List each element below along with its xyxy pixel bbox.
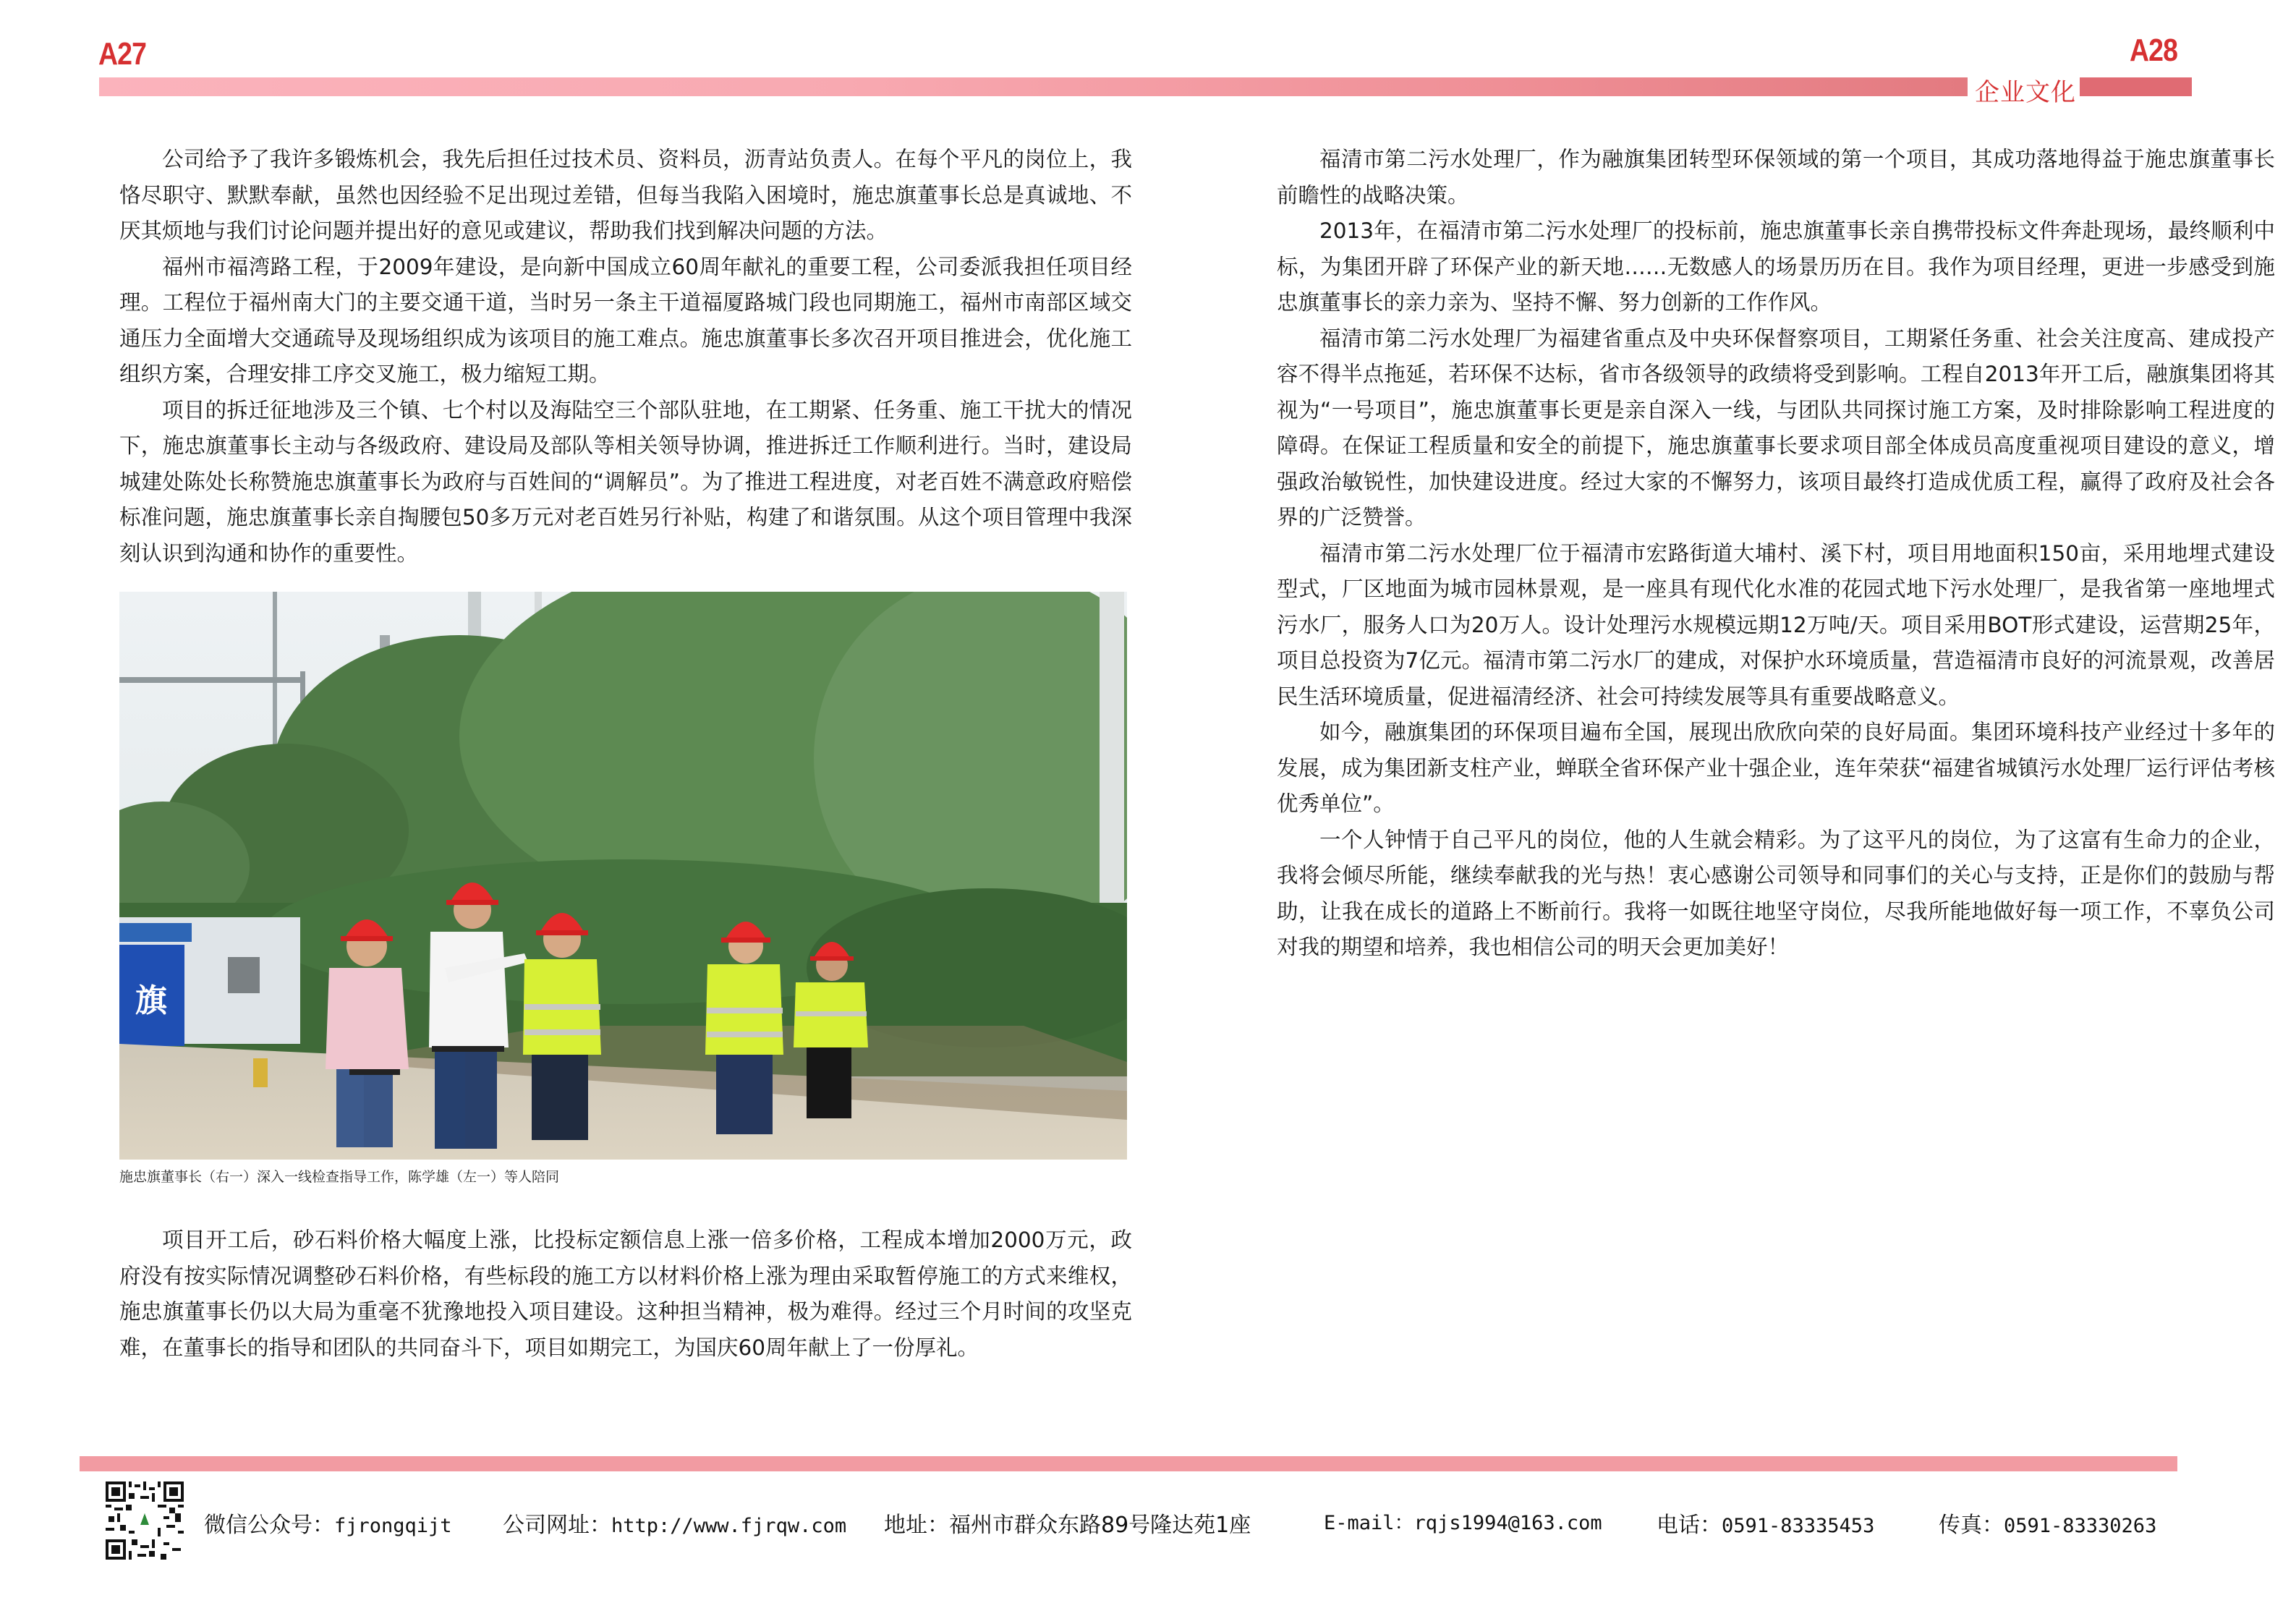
paragraph: 项目开工后，砂石料价格大幅度上涨，比投标定额信息上涨一倍多价格，工程成本增加2000万元，政府没有按实际情况调整砂石料价格，有些标段的施工方以材料价格上涨为理由采取暂停施工的方式来维权，施忠旗董事长仍以大局为重毫不犹豫地投入项目建设。这种担当精神，极为难得。经过三个月时间的攻坚克难，在董事长的指导和团队的共同奋斗下，项目如期完工，为国庆60周年献上了一份厚礼。 [119, 1228, 1132, 1360]
email-link[interactable]: rqjs1994@163.com [1413, 1512, 1602, 1534]
wechat-id: fjrongqijt [334, 1515, 452, 1537]
paragraph: 福清市第二污水处理厂，作为融旗集团转型环保领域的第一个项目，其成功落地得益于施忠旗董事长前瞻性的战略决策。 [1277, 147, 2275, 208]
paragraph: 项目的拆迁征地涉及三个镇、七个村以及海陆空三个部队驻地，在工期紧、任务重、施工干扰大的情况下，施忠旗董事长主动与各级政府、建设局及部队等相关领导协调，推进拆迁工作顺利进行。当时，建设局城建处陈处长称赞施忠旗董事长为政府与百姓间的“调解员”。为了推进工程进度，对老百姓不满意政府赔偿标准问题，施忠旗董事长亲自掏腰包50多万元对老百姓另行补贴，构建了和谐氛围。从这个项目管理中我深刻认识到沟通和协作的重要性。 [119, 397, 1132, 566]
left-column-bottom [119, 1223, 1132, 1366]
phone-value: 0591-83335453 [1722, 1515, 1875, 1537]
site-inspection-photo [119, 592, 1127, 1160]
header-bar-accent [2080, 77, 2192, 96]
paragraph: 福州市福湾路工程，于2009年建设，是向新中国成立60周年献礼的重要工程，公司委派我担任项目经理。工程位于福州南大门的主要交通干道，当时另一条主干道福厦路城门段也同期施工，福州市南部区域交通压力全面增大交通疏导及现场组织成为该项目的施工难点。施忠旗董事长多次召开项目推进会，优化施工组织方案，合理安排工序交叉施工，极力缩短工期。 [119, 254, 1132, 386]
footer-phone: 电话：0591-83335453 [1657, 1513, 1875, 1538]
address-value: 福州市群众东路89号隆达苑1座 [949, 1513, 1251, 1538]
page-number-left: A27 [98, 36, 147, 72]
paragraph: 2013年，在福清市第二污水处理厂的投标前，施忠旗董事长亲自携带投标文件奔赴现场，最终顺利中标，为集团开辟了环保产业的新天地……无数感人的场景历历在目。我作为项目经理，更进一步感受到施忠旗董事长的亲力亲为、坚持不懈、努力创新的工作作风。 [1277, 218, 2275, 315]
footer-fax: 传真：0591-83330263 [1939, 1513, 2157, 1538]
paragraph: 公司给予了我许多锻炼机会，我先后担任过技术员、资料员，沥青站负责人。在每个平凡的岗位上，我恪尽职守、默默奉献，虽然也因经验不足出现过差错，但每当我陷入困境时，施忠旗董事长总是真诚地、不厌其烦地与我们讨论问题并提出好的意见或建议，帮助我们找到解决问题的方法。 [119, 147, 1132, 243]
svg-text:旗: 旗 [135, 982, 167, 1019]
paragraph: 福清市第二污水处理厂位于福清市宏路街道大埔村、溪下村，项目用地面积150亩，采用地埋式建设型式，厂区地面为城市园林景观，是一座具有现代化水准的花园式地下污水处理厂，是我省第一座地埋式污水厂，服务人口为20万人。设计处理污水规模远期12万吨/天。项目采用BOT形式建设，运营期25年，项目总投资为7亿元。福清市第二污水厂的建成，对保护水环境质量，营造福清市良好的河流景观，改善居民生活环境质量，促进福清经济、社会可持续发展等具有重要战略意义。 [1277, 540, 2275, 709]
paragraph: 福清市第二污水处理厂为福建省重点及中央环保督察项目，工期紧任务重、社会关注度高、建成投产容不得半点拖延，若环保不达标，省市各级领导的政绩将受到影响。工程自2013年开工后，融旗集团将其视为“一号项目”，施忠旗董事长更是亲自深入一线，与团队共同探讨施工方案，及时排除影响工程进度的障碍。在保证工程质量和安全的前提下，施忠旗董事长要求项目部全体成员高度重视项目建设的意义，增强政治敏锐性，加快建设进度。经过大家的不懈努力，该项目最终打造成优质工程，赢得了政府及社会各界的广泛赞誉。 [1277, 326, 2275, 530]
section-title: 企业文化 [1975, 78, 2076, 107]
footer-address: 地址：福州市群众东路89号隆达苑1座 [884, 1513, 1251, 1538]
paragraph: 如今，融旗集团的环保项目遍布全国，展现出欣欣向荣的良好局面。集团环境科技产业经过十多年的发展，成为集团新支柱产业，蝉联全省环保产业十强企业，连年荣获“福建省城镇污水处理厂运行评估考核优秀单位”。 [1277, 720, 2275, 816]
website-link[interactable]: http://www.fjrqw.com [611, 1515, 847, 1537]
footer-email: E-mail：rqjs1994@163.com [1324, 1512, 1602, 1534]
footer-wechat: 微信公众号：fjrongqijt [204, 1513, 452, 1538]
left-column-top [119, 142, 1132, 571]
right-column [1277, 142, 2275, 966]
footer-bar [80, 1456, 2177, 1471]
qr-code-icon[interactable] [106, 1481, 184, 1560]
header-bar [99, 77, 1968, 96]
paragraph: 一个人钟情于自己平凡的岗位，他的人生就会精彩。为了这平凡的岗位，为了这富有生命力的企业，我将会倾尽所能，继续奉献我的光与热！衷心感谢公司领导和同事们的关心与支持，正是你们的鼓励与帮助，让我在成长的道路上不断前行。我将一如既往地坚守岗位，尽我所能地做好每一项工作，不辜负公司对我的期望和培养，我也相信公司的明天会更加美好！ [1277, 827, 2275, 959]
photo-caption: 施忠旗董事长（右一）深入一线检查指导工作，陈学雄（左一）等人陪同 [119, 1169, 560, 1185]
footer-website: 公司网址：http://www.fjrqw.com [503, 1513, 847, 1538]
page-number-right: A28 [2130, 33, 2178, 68]
fax-value: 0591-83330263 [2004, 1515, 2157, 1537]
